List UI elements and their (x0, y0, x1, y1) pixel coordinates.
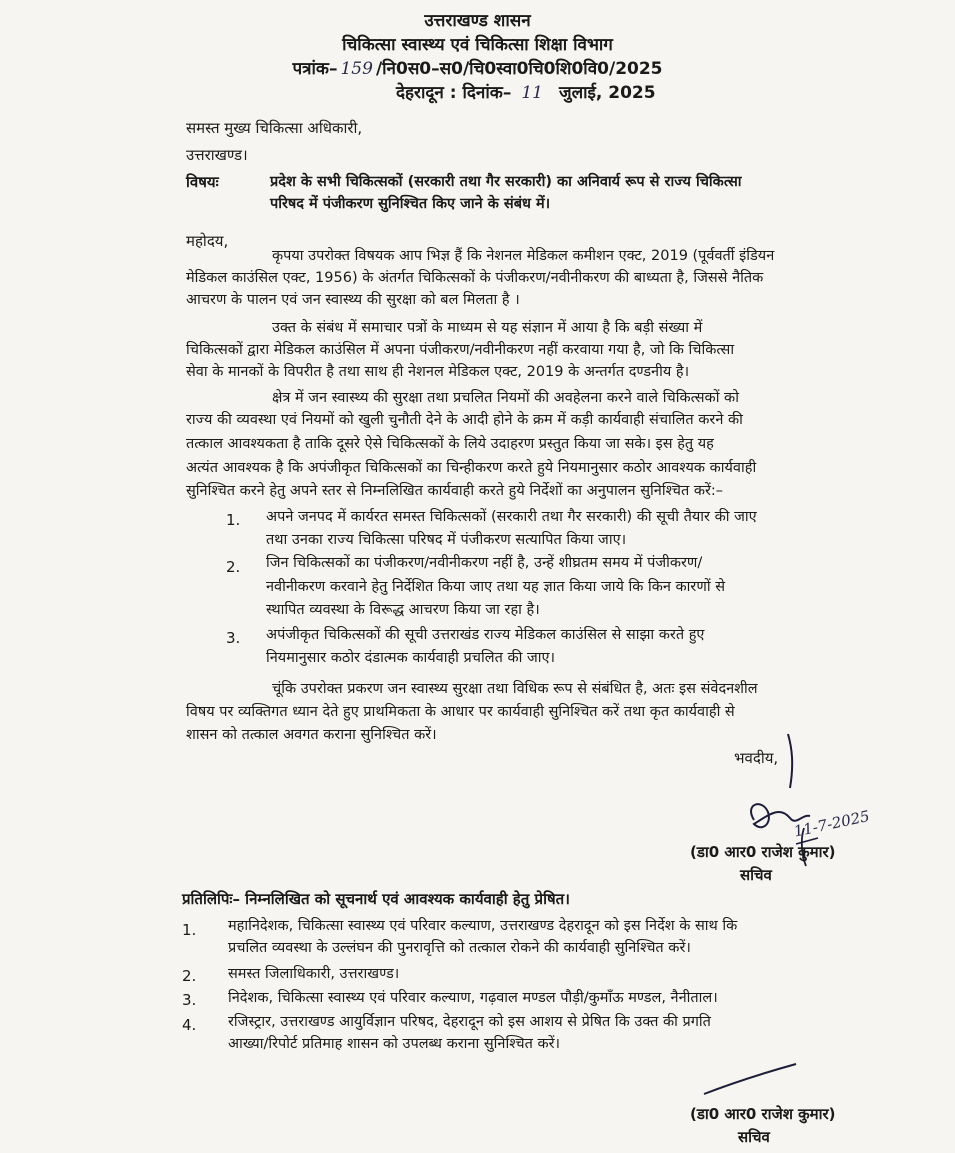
para3-line-2: राज्य की व्यवस्था एवं नियमों को खुली चुनौती देने के आदी होने के क्रम में कड़ी कार्यवाही संचालित करने की (186, 412, 743, 428)
directive-1-number: 1. (226, 511, 241, 529)
footer-signature-stroke-icon (700, 1060, 800, 1100)
footer-signatory-designation: सचिव (738, 1128, 770, 1146)
handwritten-date: 11-7-2025 (792, 806, 872, 841)
reference-prefix: पत्रांक– (292, 59, 338, 79)
para3-line-5: सुनिश्चित करने हेतु अपने स्तर से निम्नलिखित कार्यवाही करते हुये निर्देशों का अनुपालन सुनिश्चित करें:– (186, 483, 724, 499)
signatory-designation: सचिव (740, 866, 772, 884)
para4-line-3: शासन को तत्काल अवगत कराना सुनिश्चित करें। (186, 727, 437, 743)
copy-heading: प्रतिलिपिः– निम्नलिखित को सूचनार्थ एवं आवश्यक कार्यवाही हेतु प्रेषित। (182, 890, 570, 908)
recipient-line-1: समस्त मुख्य चिकित्सा अधिकारी, (186, 119, 363, 137)
para3-line-3: तत्काल आवश्यकता है ताकि दूसरे ऐसे चिकित्सकों के लिये उदाहरण प्रस्तुत किया जा सके। इस हेतु यह (186, 436, 714, 452)
para1-line-1: कृपया उपरोक्त विषयक आप भिज्ञ हैं कि नेशनल मेडिकल कमीशन एक्ट, 2019 (पूर्ववर्ती इंडियन (272, 248, 775, 264)
place-date-prefix: देहरादून : दिनांक– (396, 83, 512, 103)
para3-line-1: क्षेत्र में जन स्वास्थ्य की सुरक्षा तथा प्रचलित नियमों की अवहेलना करने वाले चिकित्सकों को (272, 390, 739, 406)
reference-number (0, 56, 955, 79)
department-title: चिकित्सा स्वास्थ्य एवं चिकित्सा शिक्षा विभाग (342, 35, 613, 55)
directive-1-line-1: अपने जनपद में कार्यरत समस्त चिकित्सकों (सरकारी तथा गैर सरकारी) की सूची तैयार की जाए (266, 509, 757, 525)
copy-item-1-line-2: प्रचलित व्यवस्था के उल्लंघन की पुनरावृत्ति को तत्काल रोकने की कार्यवाही सुनिश्चित करें। (228, 940, 691, 956)
para3-line-4: अत्यंत आवश्यक है कि अपंजीकृत चिकित्सकों का चिन्हीकरण करते हुये नियमानुसार कठोर आवश्यक कार्यवाही (186, 460, 757, 476)
salutation: महोदय, (186, 232, 229, 250)
copy-item-3-number: 3. (182, 991, 197, 1009)
para4-line-2: विषय पर व्यक्तिगत ध्यान देते हुए प्राथमिकता के आधार पर कार्यवाही सुनिश्चित करें तथा कृत कार्यवाही से (186, 704, 735, 720)
directive-3-line-1: अपंजीकृत चिकित्सकों की सूची उत्तराखंड राज्य मेडिकल काउंसिल से साझा करते हुए (266, 627, 705, 643)
reference-handwritten-number: 159 (340, 59, 373, 79)
directive-2-number: 2. (226, 558, 241, 576)
place-date (396, 82, 656, 104)
footer-signatory-name: (डा0 आर0 राजेश कुमार) (690, 1105, 836, 1123)
copy-item-4-line-1: रजिस्ट्रार, उत्तराखण्ड आयुर्विज्ञान परिषद, देहरादून को इस आशय से प्रेषित कि उक्त की प्रगति (228, 1014, 711, 1030)
copy-item-1-line-1: महानिदेशक, चिकित्सा स्वास्थ्य एवं परिवार कल्याण, उत्तराखण्ड देहरादून को इस निर्देश के साथ कि (228, 918, 738, 934)
date-month-year: जुलाई, 2025 (558, 83, 656, 103)
para2-line-2: चिकित्सकों द्वारा मेडिकल काउंसिल में अपना पंजीकरण/नवीनीकरण नहीं करवाया गया है, जो कि चिकित्सा (186, 342, 735, 358)
government-title: उत्तराखण्ड शासन (424, 11, 531, 31)
subject-label: विषयः (186, 173, 219, 191)
copy-item-4-line-2: आख्या/रिपोर्ट प्रतिमाह शासन को उपलब्ध कराना सुनिश्चित करें। (228, 1036, 561, 1052)
para4-line-1: चूंकि उपरोक्त प्रकरण जन स्वास्थ्य सुरक्षा तथा विधिक रूप से संबंधित है, अतः इस संवेदनशील (272, 681, 758, 697)
copy-item-2-number: 2. (182, 967, 197, 985)
copy-item-4-number: 4. (182, 1016, 197, 1034)
copy-item-3-line-1: निदेशक, चिकित्सा स्वास्थ्य एवं परिवार कल्याण, गढ़वाल मण्डल पौड़ी/कुमाँऊ मण्डल, नैनीताल। (228, 990, 718, 1006)
directive-1-line-2: तथा उनका राज्य चिकित्सा परिषद में पंजीकरण सत्यापित किया जाए। (266, 532, 627, 548)
directive-2-line-1: जिन चिकित्सकों का पंजीकरण/नवीनीकरण नहीं है, उन्हें शीघ्रतम समय में पंजीकरण/ (266, 555, 703, 571)
date-day: 11 (521, 83, 543, 103)
directive-2-line-3: स्थापित व्यवस्था के विरूद्ध आचरण किया जा रहा है। (266, 602, 540, 618)
copy-item-1-number: 1. (182, 921, 197, 939)
recipient-line-2: उत्तराखण्ड। (186, 146, 248, 164)
subject-line-2: परिषद में पंजीकरण सुनिश्चित किए जाने के संबंध में। (270, 196, 551, 212)
yours-faithfully: भवदीय, (734, 749, 779, 767)
reference-suffix: /नि0स0–स0/चि0स्वा0चि0शि0वि0/2025 (375, 59, 663, 79)
directive-3-line-2: नियमानुसार कठोर दंडात्मक कार्यवाही प्रचलित की जाए। (266, 650, 555, 666)
signatory-name: (डा0 आर0 राजेश कुमार) (690, 843, 836, 861)
directive-2-line-2: नवीनीकरण करवाने हेतु निर्देशित किया जाए तथा यह ज्ञात किया जाये कि किन कारणों से (266, 579, 725, 595)
copy-item-2-line-1: समस्त जिलाधिकारी, उत्तराखण्ड। (228, 966, 400, 982)
para2-line-3: सेवा के मानकों के विपरीत है तथा साथ ही नेशनल मेडिकल एक्ट, 2019 के अन्तर्गत दण्डनीय है। (186, 364, 690, 380)
para1-line-3: आचरण के पालन एवं जन स्वास्थ्य की सुरक्षा को बल मिलता है । (186, 292, 520, 308)
directive-3-number: 3. (226, 629, 241, 647)
subject-line-1: प्रदेश के सभी चिकित्सकों (सरकारी तथा गैर सरकारी) का अनिवार्य रूप से राज्य चिकित्सा (270, 174, 742, 190)
para1-line-2: मेडिकल काउंसिल एक्ट, 1956) के अंतर्गत चिकित्सकों के पंजीकरण/नवीनीकरण की बाध्यता है, जिससे नैतिक (186, 270, 764, 286)
para2-line-1: उक्त के संबंध में समाचार पत्रों के माध्यम से यह संज्ञान में आया है कि बड़ी संख्या में (272, 320, 703, 336)
